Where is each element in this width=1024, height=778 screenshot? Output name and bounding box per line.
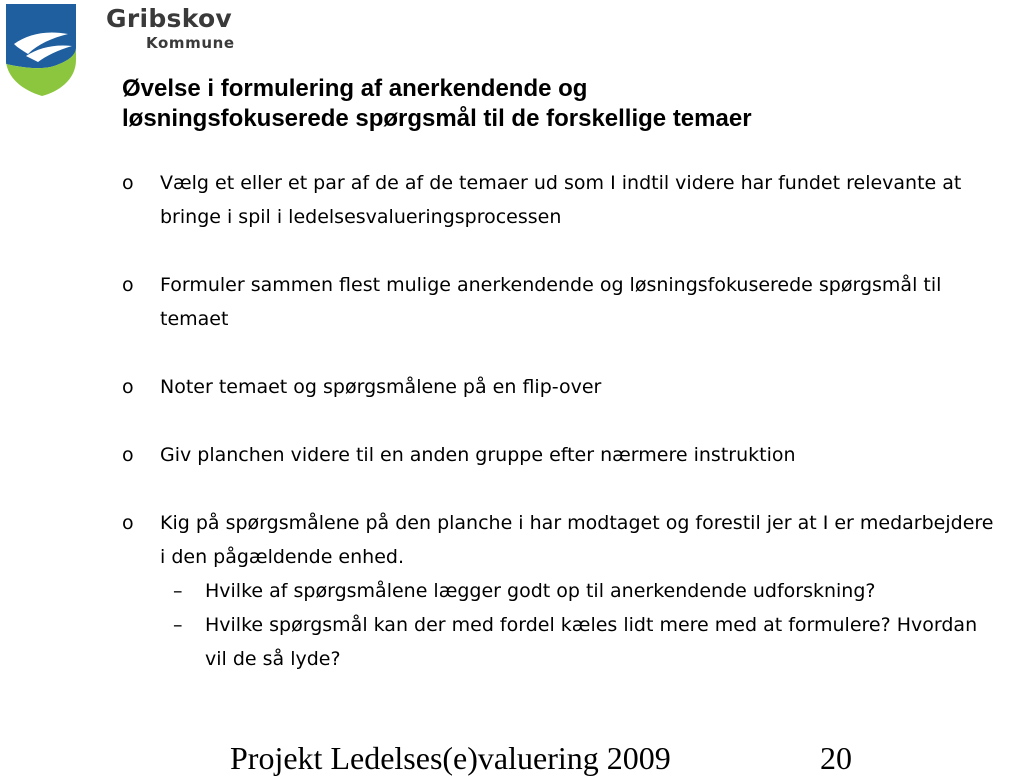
logo-subname: Kommune: [146, 34, 235, 52]
bullet-text: Giv planchen videre til en anden gruppe efter nærmere instruktion: [160, 444, 796, 466]
sub-bullet-item: [160, 608, 1002, 676]
slide-title: Øvelse i formulering af anerkendende og løsningsfokuserede spørgsmål til de forskellige temaer: [122, 75, 752, 132]
bullet-list: [122, 166, 1002, 676]
bullet-item: [122, 438, 1002, 472]
sub-bullet-item: [160, 574, 1002, 608]
sub-bullet-marker: –: [173, 614, 183, 636]
bullet-marker: o: [122, 172, 134, 194]
gribskov-crest-icon: [6, 4, 80, 96]
sub-bullet-list: [160, 574, 1002, 676]
bullet-marker: o: [122, 376, 134, 398]
bullet-marker: o: [122, 274, 134, 296]
bullet-item: [122, 370, 1002, 404]
sub-bullet-marker: –: [173, 580, 183, 602]
footer-text: Projekt Ledelses(e)valuering 2009: [230, 740, 671, 776]
bullet-item: [122, 166, 1002, 234]
bullet-item: [122, 268, 1002, 336]
bullet-marker: o: [122, 444, 134, 466]
sub-bullet-text: Hvilke af spørgsmålene lægger godt op til anerkendende udforskning?: [205, 580, 876, 602]
page-number: 20: [820, 740, 852, 776]
bullet-item: [122, 506, 1002, 676]
bullet-text: Vælg et eller et par af de af de temaer ud som I indtil videre har fundet relevante at bringe i spil i ledelsesvalueringsprocessen: [160, 172, 962, 228]
bullet-text: Noter temaet og spørgsmålene på en flip-over: [160, 376, 602, 398]
logo-name: Gribskov: [106, 4, 233, 33]
bullet-text: Kig på spørgsmålene på den planche i har modtaget og forestil jer at I er medarbejdere i den pågældende enhed.: [160, 512, 994, 568]
bullet-text: Formuler sammen flest mulige anerkendende og løsningsfokuserede spørgsmål til temaet: [160, 274, 942, 330]
sub-bullet-text: Hvilke spørgsmål kan der med fordel kæles lidt mere med at formulere? Hvordan vil de så lyde?: [205, 614, 978, 670]
bullet-marker: o: [122, 512, 134, 534]
